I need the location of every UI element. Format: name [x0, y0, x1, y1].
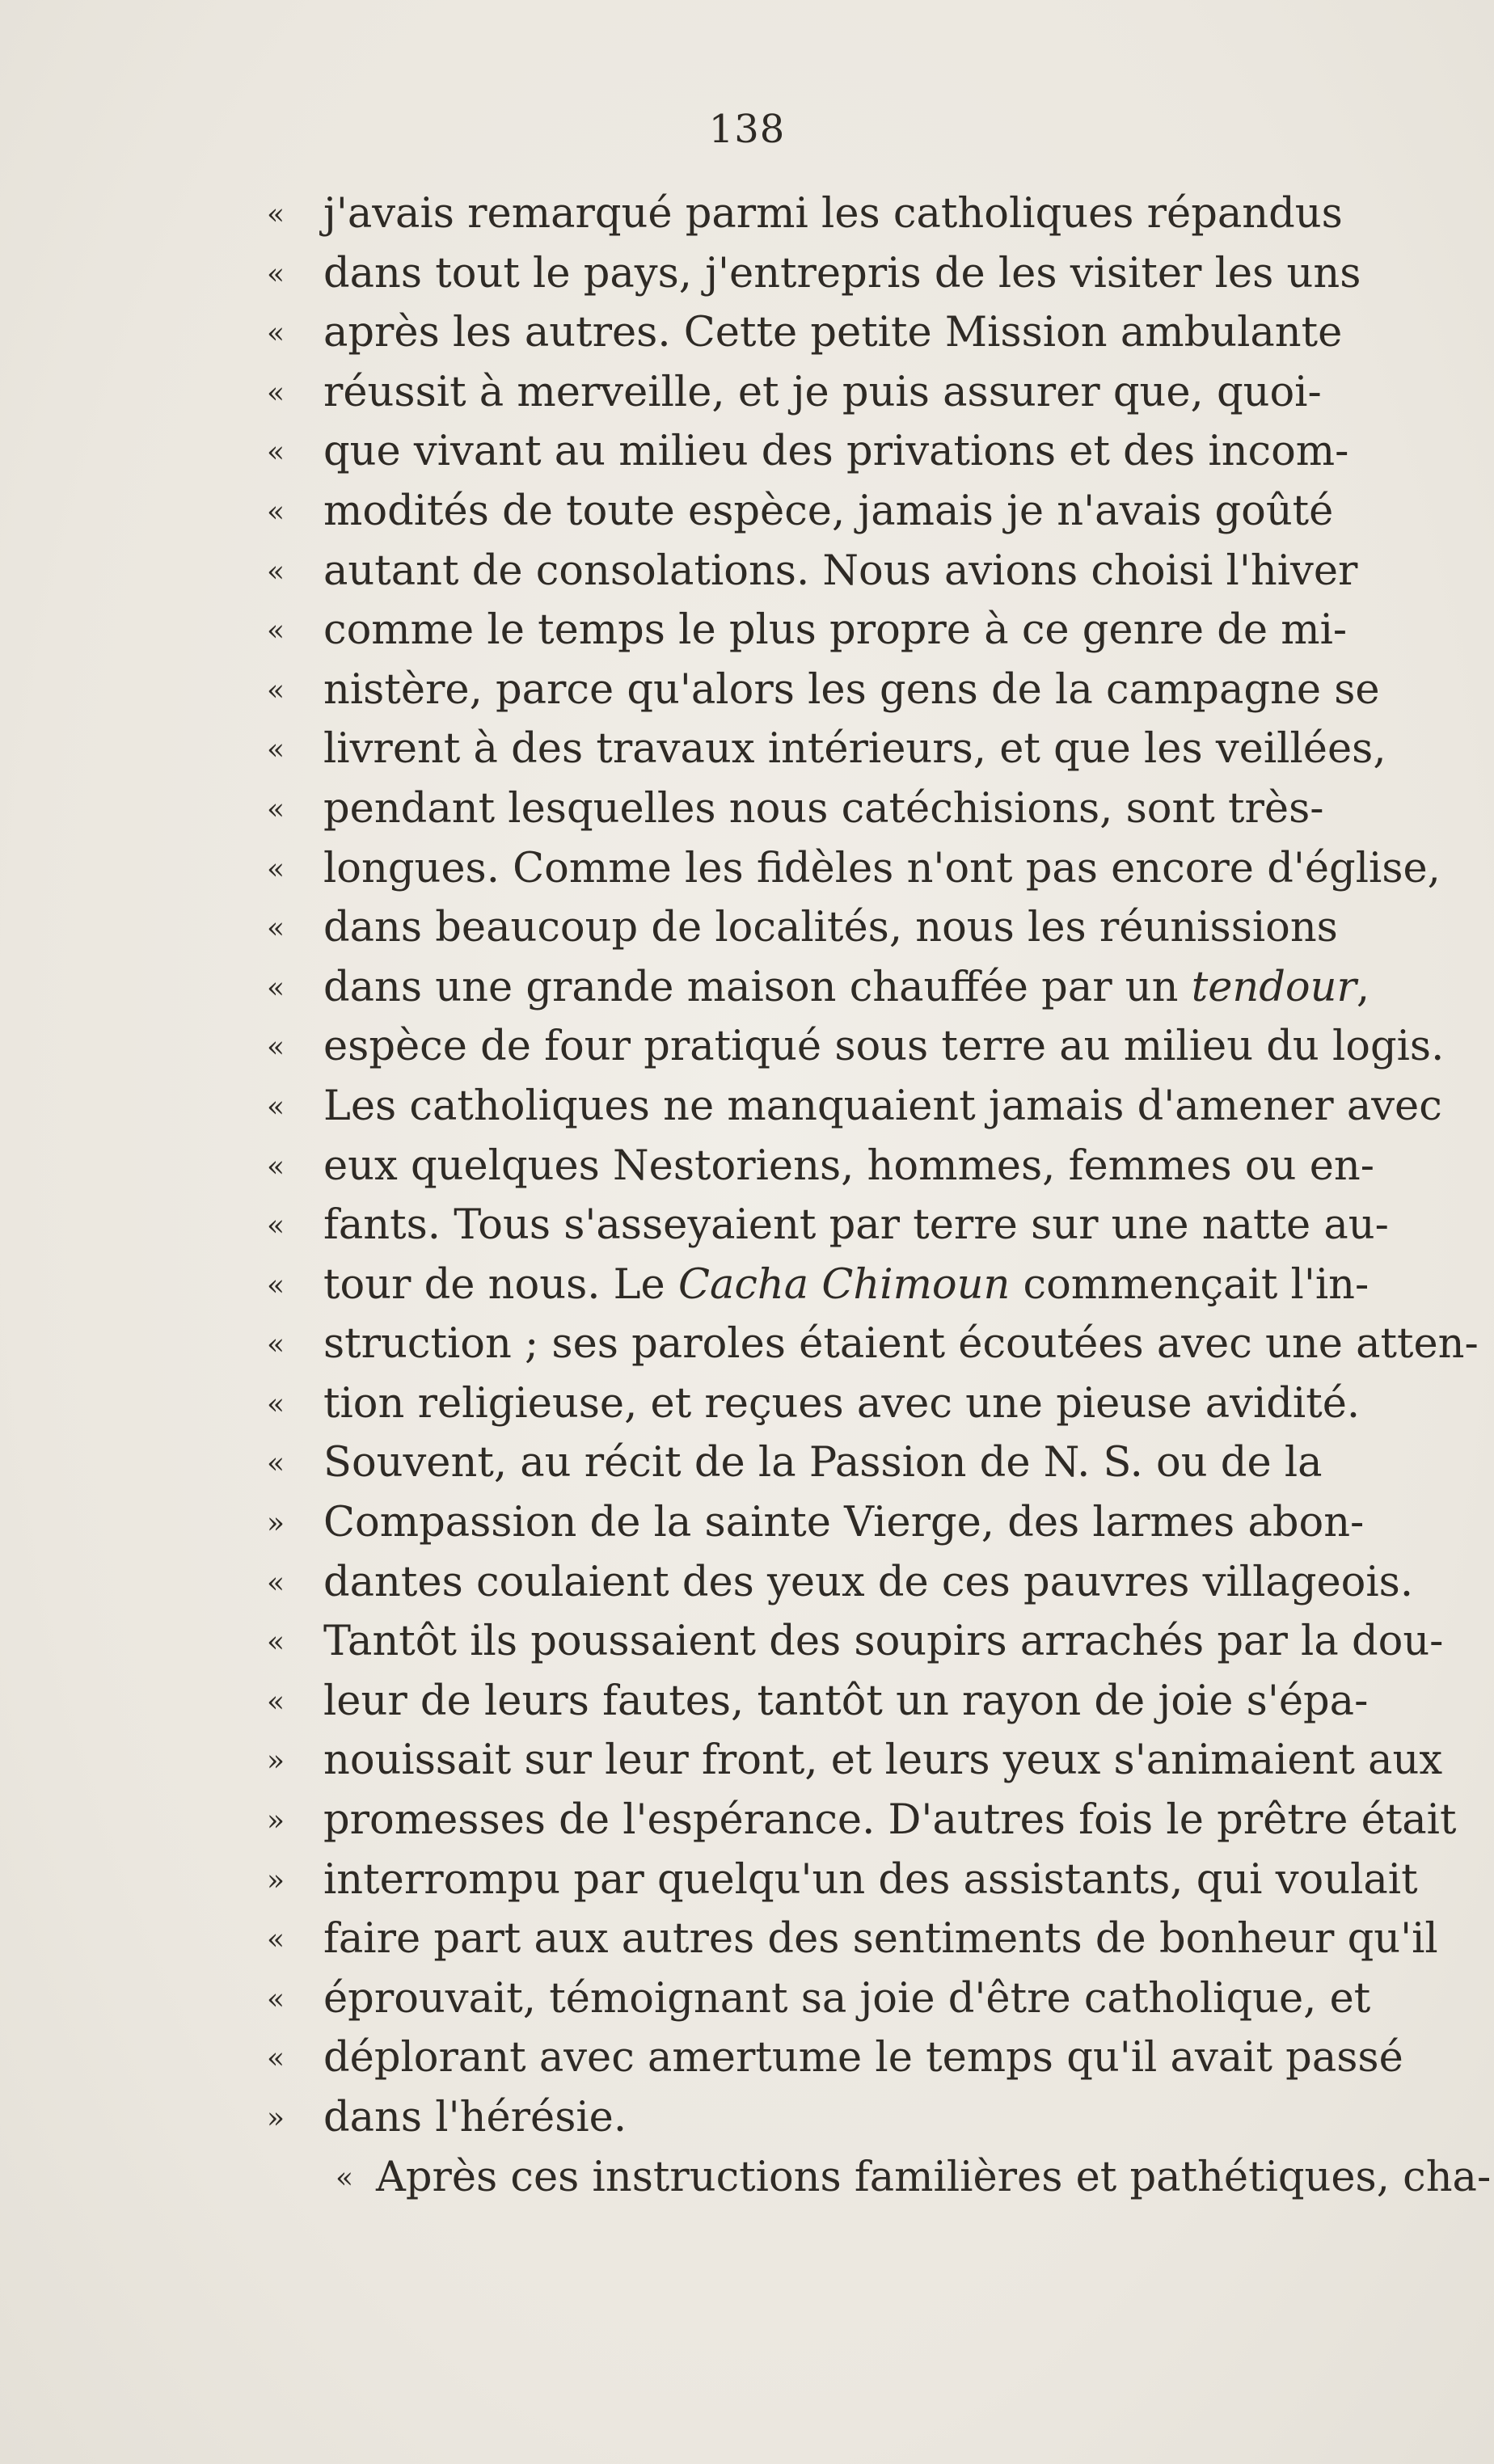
line-text — [323, 1374, 1361, 1434]
quote-mark: « — [267, 2042, 285, 2076]
quote-mark: « — [336, 2161, 354, 2195]
line-text-segment: comme le temps le plus propre à ce genre de mi- — [323, 606, 1348, 655]
text-line — [267, 482, 1334, 542]
text-line — [267, 1553, 1414, 1613]
line-text-segment: pendant lesquelles nous catéchisions, sont très- — [323, 784, 1324, 833]
line-text-segment: Tantôt ils poussaient des soupirs arrachés par la dou- — [323, 1618, 1444, 1666]
line-text-segment: nouissait sur leur front, et leurs yeux s'animaient aux — [323, 1736, 1443, 1785]
line-text-segment: Compassion de la sainte Vierge, des larmes abon- — [323, 1499, 1365, 1547]
line-text — [323, 660, 1380, 720]
text-line — [267, 958, 1370, 1018]
line-text-segment: autant de consolations. Nous avions choisi l'hiver — [323, 546, 1358, 595]
text-line — [267, 1612, 1444, 1672]
quote-mark: « — [267, 1209, 285, 1243]
line-text-segment: après les autres. Cette petite Mission ambulante — [323, 309, 1343, 357]
quote-mark: « — [267, 614, 285, 648]
line-text — [323, 1137, 1374, 1196]
text-line — [267, 244, 1361, 304]
line-text — [323, 1791, 1457, 1850]
text-line — [267, 1909, 1438, 1969]
text-line — [267, 1672, 1369, 1732]
line-text-segment: tion religieuse, et reçues avec une pieuse avidité. — [323, 1379, 1361, 1428]
line-text — [323, 958, 1370, 1018]
text-line — [267, 2028, 1403, 2088]
line-text — [323, 244, 1361, 304]
line-text-segment: dans une grande maison chauffée par un — [323, 963, 1192, 1011]
line-text — [323, 1017, 1445, 1077]
line-text-segment: Souvent, au récit de la Passion de N. S. ou de la — [323, 1439, 1323, 1487]
text-line — [267, 1433, 1323, 1493]
line-text-segment: nistère, parce qu'alors les gens de la campagne se — [323, 665, 1380, 714]
quote-mark: « — [267, 257, 285, 291]
quote-mark: « — [267, 1982, 285, 2016]
text-line — [267, 1077, 1442, 1137]
line-text-segment: tour de nous. Le — [323, 1260, 678, 1309]
text-line — [267, 1017, 1445, 1077]
text-line — [267, 1314, 1479, 1374]
quote-mark: » — [267, 2102, 285, 2135]
line-text-segment: longues. Comme les fidèles n'ont pas encore d'église, — [323, 844, 1441, 892]
quote-mark: » — [267, 1804, 285, 1838]
line-text — [323, 2088, 1294, 2148]
line-text-segment: , — [1356, 963, 1370, 1011]
quote-mark: » — [267, 1745, 285, 1778]
text-line — [267, 719, 1386, 779]
quote-mark: » — [267, 1507, 285, 1541]
line-text — [323, 363, 1322, 423]
text-line — [267, 1255, 1370, 1315]
text-line — [267, 898, 1338, 958]
line-text — [323, 1314, 1479, 1374]
line-text-segment: dans tout le pays, j'entrepris de les visiter les uns — [323, 249, 1361, 297]
line-text — [323, 1077, 1442, 1137]
line-text — [323, 898, 1338, 958]
quote-mark: « — [267, 317, 285, 351]
line-text — [323, 1969, 1371, 2029]
line-text-segment: livrent à des travaux intérieurs, et que les veillées, — [323, 725, 1386, 774]
quote-mark: « — [267, 1923, 285, 1957]
quote-mark: « — [267, 792, 285, 826]
line-text-segment: faire part aux autres des sentiments de bonheur qu'il — [323, 1915, 1438, 1964]
quote-mark: « — [267, 733, 285, 767]
line-text-segment: que vivant au milieu des privations et des incom- — [323, 428, 1349, 476]
text-line — [267, 363, 1322, 423]
line-text-segment: dans l'hérésie. — [323, 2094, 627, 2141]
line-text-segment: Après ces instructions familières et pathétiques, cha- — [376, 2153, 1492, 2201]
line-text — [323, 1255, 1370, 1315]
line-text — [323, 779, 1324, 839]
line-text-segment: fants. Tous s'asseyaient par terre sur une natte au- — [323, 1201, 1389, 1250]
italic-term: Cacha Chimoun — [677, 1260, 1011, 1309]
line-text — [323, 303, 1343, 363]
quote-mark: « — [267, 1447, 285, 1481]
line-text — [323, 2028, 1403, 2088]
quote-mark: « — [267, 1090, 285, 1124]
quote-mark: « — [267, 376, 285, 410]
line-text — [323, 839, 1441, 899]
line-text-segment: réussit à merveille, et je puis assurer que, quoi- — [323, 368, 1322, 416]
quote-mark: « — [267, 1150, 285, 1183]
line-text — [323, 601, 1348, 660]
italic-term: tendour — [1191, 963, 1357, 1011]
text-line — [267, 1731, 1443, 1791]
line-text-segment: espèce de four pratiqué sous terre au milieu du logis. — [323, 1023, 1445, 1071]
line-text-segment: struction ; ses paroles étaient écoutées avec une atten- — [323, 1320, 1479, 1369]
line-text-segment: commençait l'in- — [1010, 1260, 1370, 1309]
line-text-segment: dantes coulaient des yeux de ces pauvres villageois. — [323, 1558, 1414, 1606]
quote-mark: « — [267, 1626, 285, 1660]
text-line — [267, 601, 1348, 660]
text-line — [267, 1137, 1374, 1196]
line-text — [323, 482, 1334, 542]
quote-mark: « — [267, 1328, 285, 1362]
quote-mark: « — [267, 852, 285, 886]
line-text — [323, 1909, 1438, 1969]
line-text — [323, 1850, 1418, 1910]
quote-mark: « — [267, 555, 285, 589]
text-line — [267, 2088, 1294, 2148]
line-text — [323, 422, 1349, 482]
line-text — [323, 1493, 1365, 1553]
text-line — [267, 303, 1343, 363]
line-text-segment: Les catholiques ne manquaient jamais d'amener avec — [323, 1082, 1442, 1130]
line-text — [323, 1672, 1369, 1732]
text-line — [267, 1374, 1361, 1434]
text-line — [267, 1791, 1457, 1850]
quote-mark: « — [267, 436, 285, 470]
line-text — [323, 1731, 1443, 1791]
text-line — [267, 184, 1343, 244]
line-text-segment: leur de leurs fautes, tantôt un rayon de joie s'épa- — [323, 1677, 1369, 1725]
text-line — [267, 1969, 1371, 2029]
text-line — [267, 542, 1358, 601]
line-text-segment: dans beaucoup de localités, nous les réunissions — [323, 904, 1338, 952]
quote-mark: « — [267, 912, 285, 946]
line-text — [323, 719, 1386, 779]
line-text-segment: éprouvait, témoignant sa joie d'être catholique, et — [323, 1974, 1371, 2023]
line-text-segment: eux quelques Nestoriens, hommes, femmes ou en- — [323, 1141, 1374, 1190]
quote-mark: « — [267, 495, 285, 529]
quote-mark: « — [267, 198, 285, 231]
text-line — [267, 1196, 1389, 1255]
quote-mark: « — [267, 1031, 285, 1065]
line-text-segment: modités de toute espèce, jamais je n'avais goûté — [323, 487, 1334, 535]
quote-mark: « — [267, 673, 285, 707]
line-text — [323, 184, 1343, 244]
line-text — [323, 1433, 1323, 1493]
text-line — [267, 660, 1380, 720]
quote-mark: » — [267, 1863, 285, 1897]
line-text — [323, 542, 1358, 601]
line-text-segment: j'avais remarqué parmi les catholiques répandus — [323, 190, 1343, 238]
body-text — [267, 184, 1492, 2207]
text-line — [267, 422, 1349, 482]
text-line — [267, 839, 1441, 899]
line-text — [323, 1612, 1444, 1672]
quote-mark: « — [267, 1268, 285, 1302]
page-number: 138 — [708, 107, 786, 152]
line-text-segment: promesses de l'espérance. D'autres fois le prêtre était — [323, 1796, 1457, 1845]
line-text — [323, 1553, 1414, 1613]
text-line — [267, 779, 1324, 839]
line-text-segment: déplorant avec amertume le temps qu'il avait passé — [323, 2034, 1403, 2082]
text-line — [267, 1850, 1418, 1910]
line-text — [376, 2148, 1492, 2208]
text-line — [267, 1493, 1365, 1553]
quote-mark: « — [267, 1685, 285, 1719]
quote-mark: « — [267, 1566, 285, 1600]
text-line — [267, 2148, 1492, 2208]
line-text-segment: interrompu par quelqu'un des assistants, qui voulait — [323, 1855, 1418, 1904]
line-text — [323, 1196, 1389, 1255]
quote-mark: « — [267, 1387, 285, 1421]
quote-mark: « — [267, 971, 285, 1005]
